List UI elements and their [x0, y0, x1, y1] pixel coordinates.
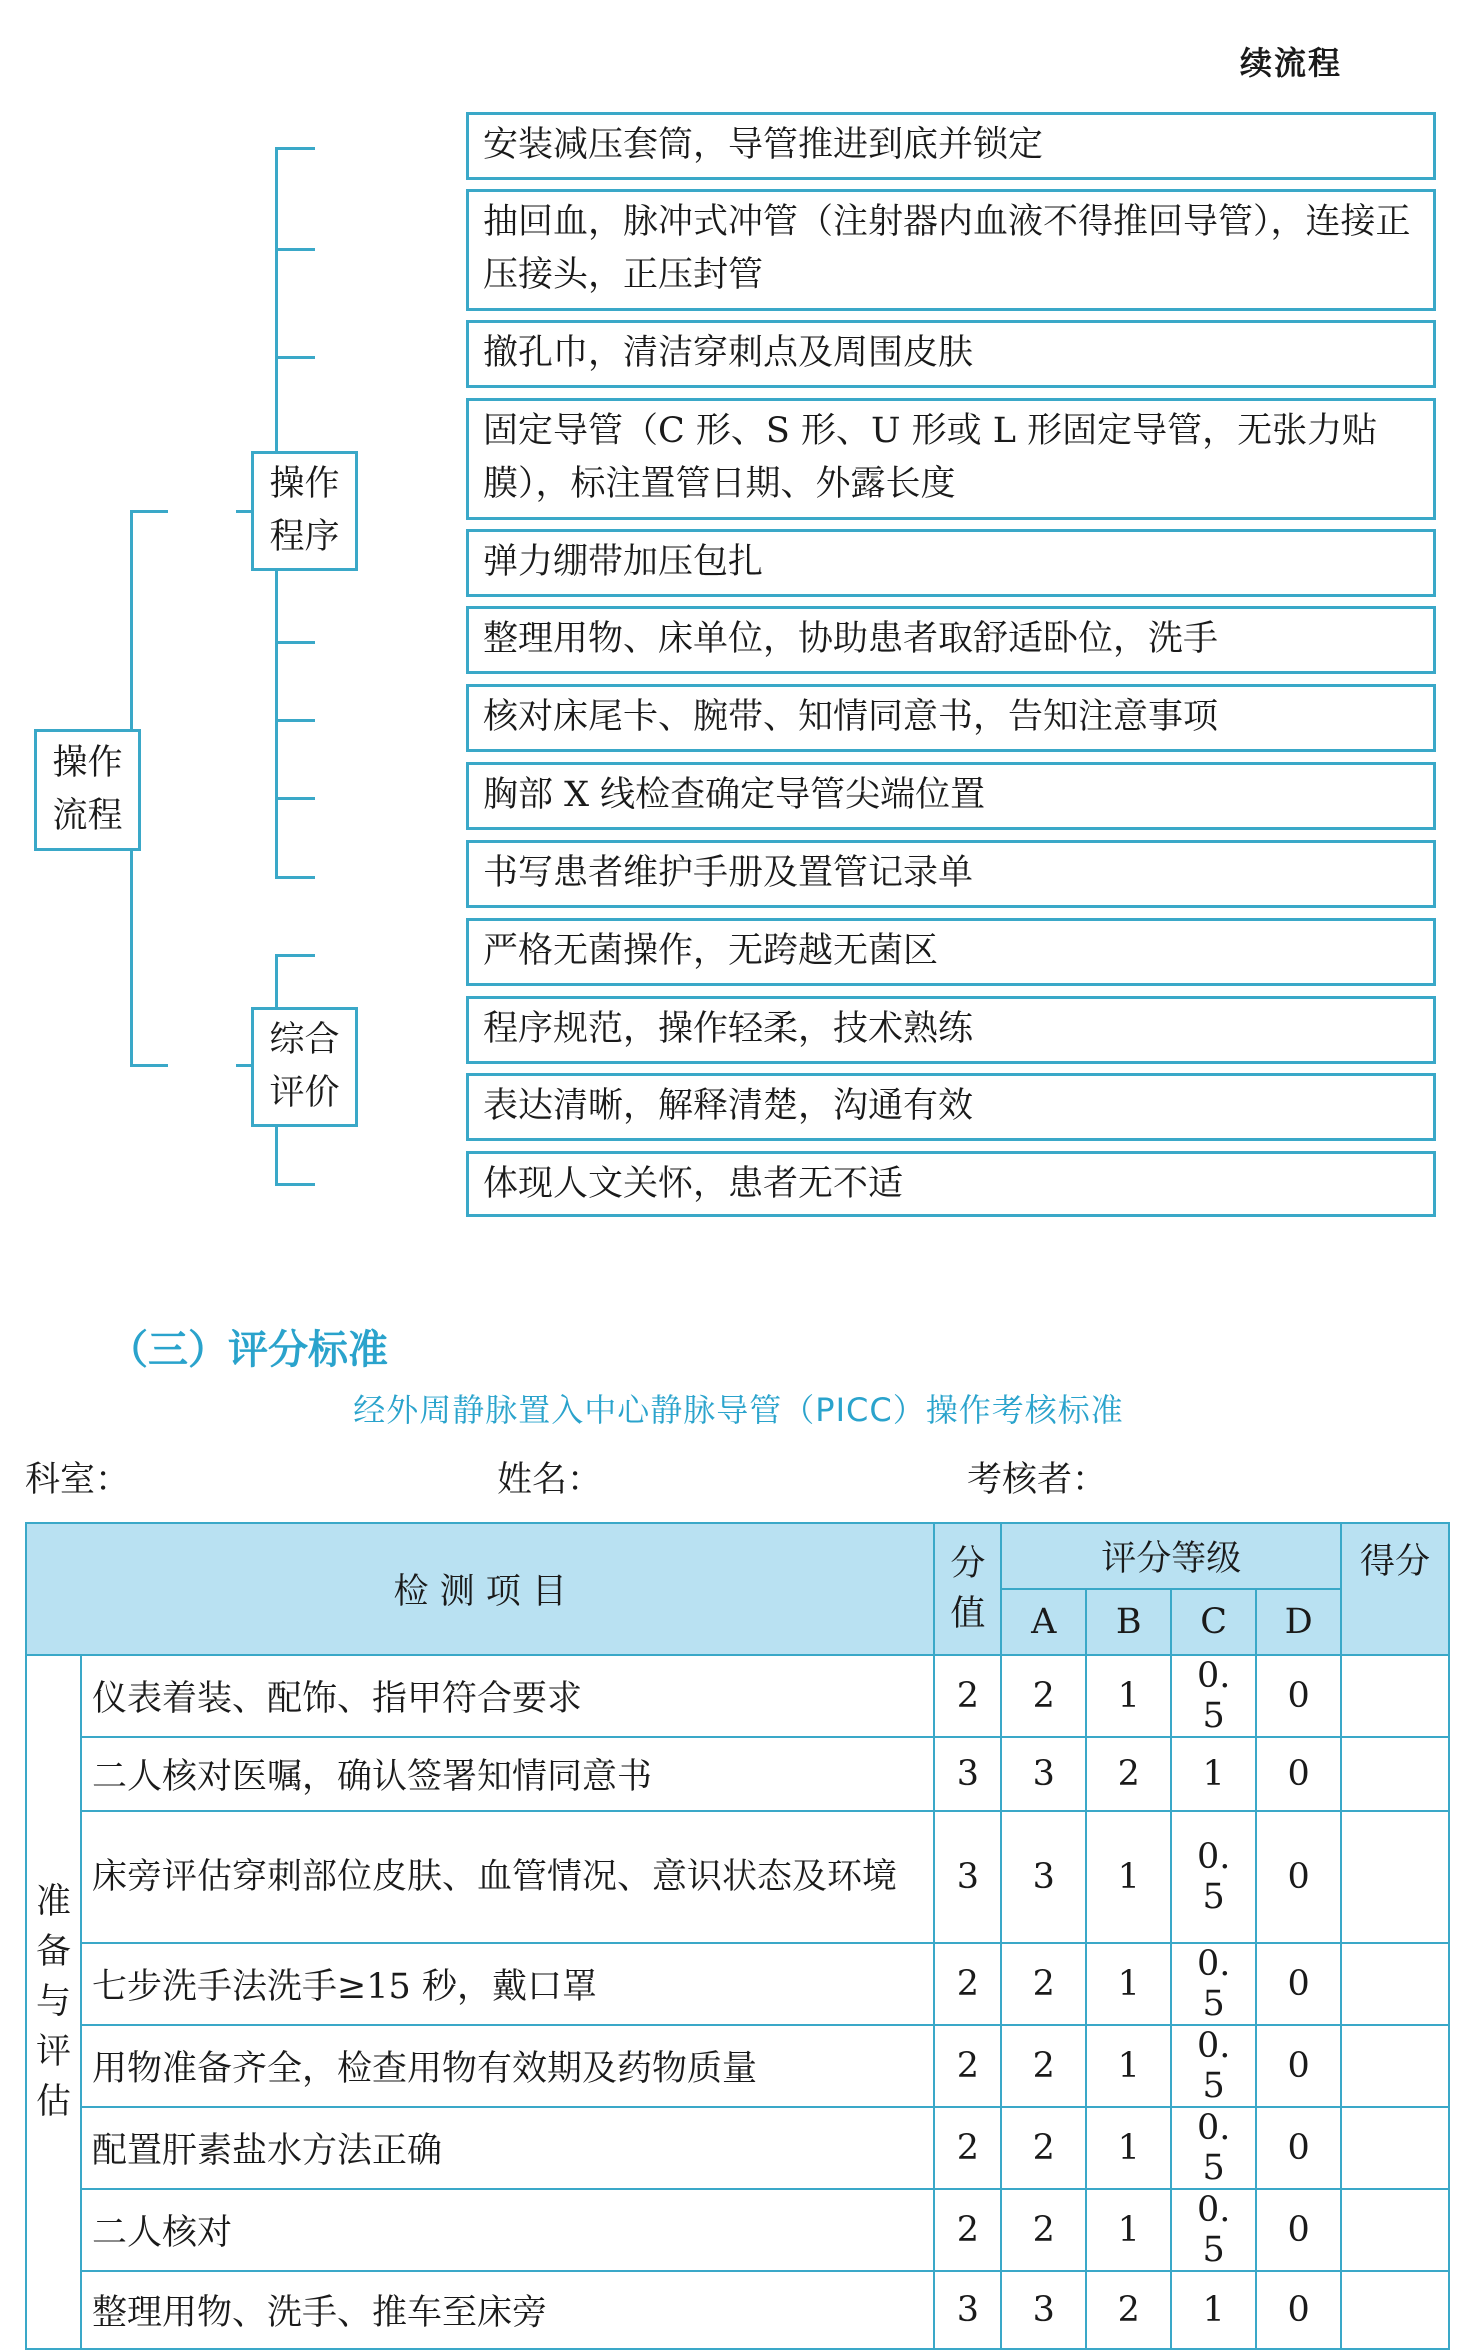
- grade-b-cell: 1: [1086, 1655, 1171, 1737]
- table-row: [26, 2189, 1449, 2271]
- table-row: [26, 1655, 1449, 1737]
- value-cell: 3: [934, 1737, 1001, 1811]
- connector: [275, 248, 315, 251]
- header-grade: 评分等级: [1001, 1523, 1341, 1589]
- score-cell[interactable]: [1341, 2107, 1449, 2189]
- grade-d-cell: 0: [1256, 1943, 1341, 2025]
- table-row: [26, 2107, 1449, 2189]
- examiner-label: 考核者：: [967, 1460, 1108, 1500]
- grade-a-cell: 2: [1001, 2189, 1086, 2271]
- value-cell: 2: [934, 2189, 1001, 2271]
- dept-label: 科室：: [25, 1460, 131, 1500]
- connector: [275, 1183, 315, 1186]
- item-cell: 用物准备齐全，检查用物有效期及药物质量: [81, 2025, 934, 2107]
- procedure-step: 撤孔巾，清洁穿刺点及周围皮肤: [466, 320, 1436, 388]
- header-item: 检 测 项 目: [26, 1523, 934, 1655]
- grade-a-cell: 3: [1001, 1737, 1086, 1811]
- table-row: [26, 2025, 1449, 2107]
- procedure-step: 弹力绷带加压包扎: [466, 529, 1436, 597]
- branch-node-evaluation: 综合 评价: [251, 1007, 358, 1127]
- procedure-step: 整理用物、床单位，协助患者取舒适卧位，洗手: [466, 606, 1436, 674]
- item-cell: 仪表着装、配饰、指甲符合要求: [81, 1655, 934, 1737]
- grade-a-cell: 2: [1001, 2107, 1086, 2189]
- grade-d-cell: 0: [1256, 2107, 1341, 2189]
- grade-c-cell: 1: [1171, 2271, 1256, 2349]
- procedure-step: 安装减压套筒，导管推进到底并锁定: [466, 112, 1436, 180]
- grade-d-cell: 0: [1256, 1737, 1341, 1811]
- grade-d-cell: 0: [1256, 2189, 1341, 2271]
- grade-c-cell: 0. 5: [1171, 2025, 1256, 2107]
- grade-d-cell: 0: [1256, 2271, 1341, 2349]
- grade-a-cell: 3: [1001, 2271, 1086, 2349]
- connector: [130, 510, 168, 513]
- header-value: 分 值: [934, 1523, 1001, 1655]
- grade-b-cell: 1: [1086, 1943, 1171, 2025]
- value-cell: 2: [934, 1943, 1001, 2025]
- procedure-step: 固定导管（C 形、S 形、U 形或 L 形固定导管，无张力贴膜），标注置管日期、外露长度: [466, 398, 1436, 520]
- table-row: [26, 1811, 1449, 1943]
- grade-a-cell: 2: [1001, 2025, 1086, 2107]
- header-grade-b: B: [1086, 1589, 1171, 1655]
- grade-b-cell: 2: [1086, 1737, 1171, 1811]
- grade-c-cell: 0. 5: [1171, 1943, 1256, 2025]
- header-score: 得分: [1341, 1523, 1449, 1655]
- score-cell[interactable]: [1341, 2271, 1449, 2349]
- grade-b-cell: 1: [1086, 2025, 1171, 2107]
- connector: [275, 876, 315, 879]
- grade-a-cell: 2: [1001, 1943, 1086, 2025]
- grade-a-cell: 3: [1001, 1811, 1086, 1943]
- procedure-step: 书写患者维护手册及置管记录单: [466, 840, 1436, 908]
- table-row: [26, 1943, 1449, 2025]
- score-cell[interactable]: [1341, 2189, 1449, 2271]
- evaluation-step: 严格无菌操作，无跨越无菌区: [466, 918, 1436, 986]
- score-table: [25, 1522, 1450, 2350]
- root-node: 操作 流程: [34, 729, 141, 851]
- item-cell: 配置肝素盐水方法正确: [81, 2107, 934, 2189]
- item-cell: 七步洗手法洗手≥15 秒，戴口罩: [81, 1943, 934, 2025]
- evaluation-step: 表达清晰，解释清楚，沟通有效: [466, 1073, 1436, 1141]
- grade-b-cell: 1: [1086, 1811, 1171, 1943]
- item-cell: 二人核对医嘱，确认签署知情同意书: [81, 1737, 934, 1811]
- grade-c-cell: 0. 5: [1171, 1655, 1256, 1737]
- grade-c-cell: 0. 5: [1171, 2189, 1256, 2271]
- score-cell[interactable]: [1341, 2025, 1449, 2107]
- evaluation-step: 体现人文关怀，患者无不适: [466, 1151, 1436, 1217]
- grade-c-cell: 0. 5: [1171, 2107, 1256, 2189]
- grade-c-cell: 0. 5: [1171, 1811, 1256, 1943]
- grade-b-cell: 1: [1086, 2107, 1171, 2189]
- procedure-step: 核对床尾卡、腕带、知情同意书，告知注意事项: [466, 684, 1436, 752]
- connector: [130, 1064, 168, 1067]
- value-cell: 2: [934, 2107, 1001, 2189]
- connector: [275, 147, 315, 150]
- name-label: 姓名：: [497, 1460, 603, 1500]
- value-cell: 3: [934, 1811, 1001, 1943]
- connector: [275, 719, 315, 722]
- header-grade-c: C: [1171, 1589, 1256, 1655]
- procedure-step: 抽回血，脉冲式冲管（注射器内血液不得推回导管），连接正压接头，正压封管: [466, 189, 1436, 311]
- table-row: [26, 2271, 1449, 2349]
- connector: [275, 954, 315, 957]
- score-cell[interactable]: [1341, 1943, 1449, 2025]
- table-title: 经外周静脉置入中心静脉导管（PICC）操作考核标准: [353, 1391, 1124, 1429]
- connector: [275, 356, 315, 359]
- grade-d-cell: 0: [1256, 1655, 1341, 1737]
- header-grade-d: D: [1256, 1589, 1341, 1655]
- score-cell[interactable]: [1341, 1737, 1449, 1811]
- grade-a-cell: 2: [1001, 1655, 1086, 1737]
- header-grade-a: A: [1001, 1589, 1086, 1655]
- score-cell[interactable]: [1341, 1655, 1449, 1737]
- continued-label: 续流程: [1240, 44, 1343, 82]
- grade-b-cell: 2: [1086, 2271, 1171, 2349]
- item-cell: 床旁评估穿刺部位皮肤、血管情况、意识状态及环境: [81, 1811, 934, 1943]
- procedure-step: 胸部 X 线检查确定导管尖端位置: [466, 762, 1436, 830]
- evaluation-step: 程序规范，操作轻柔，技术熟练: [466, 996, 1436, 1064]
- score-cell[interactable]: [1341, 1811, 1449, 1943]
- branch-node-procedure: 操作 程序: [251, 451, 358, 571]
- item-cell: 二人核对: [81, 2189, 934, 2271]
- section-title: （三）评分标准: [108, 1327, 388, 1373]
- value-cell: 2: [934, 2025, 1001, 2107]
- category-cell: 准 备 与 评 估: [26, 1655, 81, 2349]
- table-row: [26, 1737, 1449, 1811]
- item-cell: 整理用物、洗手、推车至床旁: [81, 2271, 934, 2349]
- value-cell: 3: [934, 2271, 1001, 2349]
- grade-d-cell: 0: [1256, 1811, 1341, 1943]
- value-cell: 2: [934, 1655, 1001, 1737]
- grade-b-cell: 1: [1086, 2189, 1171, 2271]
- grade-c-cell: 1: [1171, 1737, 1256, 1811]
- grade-d-cell: 0: [1256, 2025, 1341, 2107]
- connector: [275, 641, 315, 644]
- connector: [275, 797, 315, 800]
